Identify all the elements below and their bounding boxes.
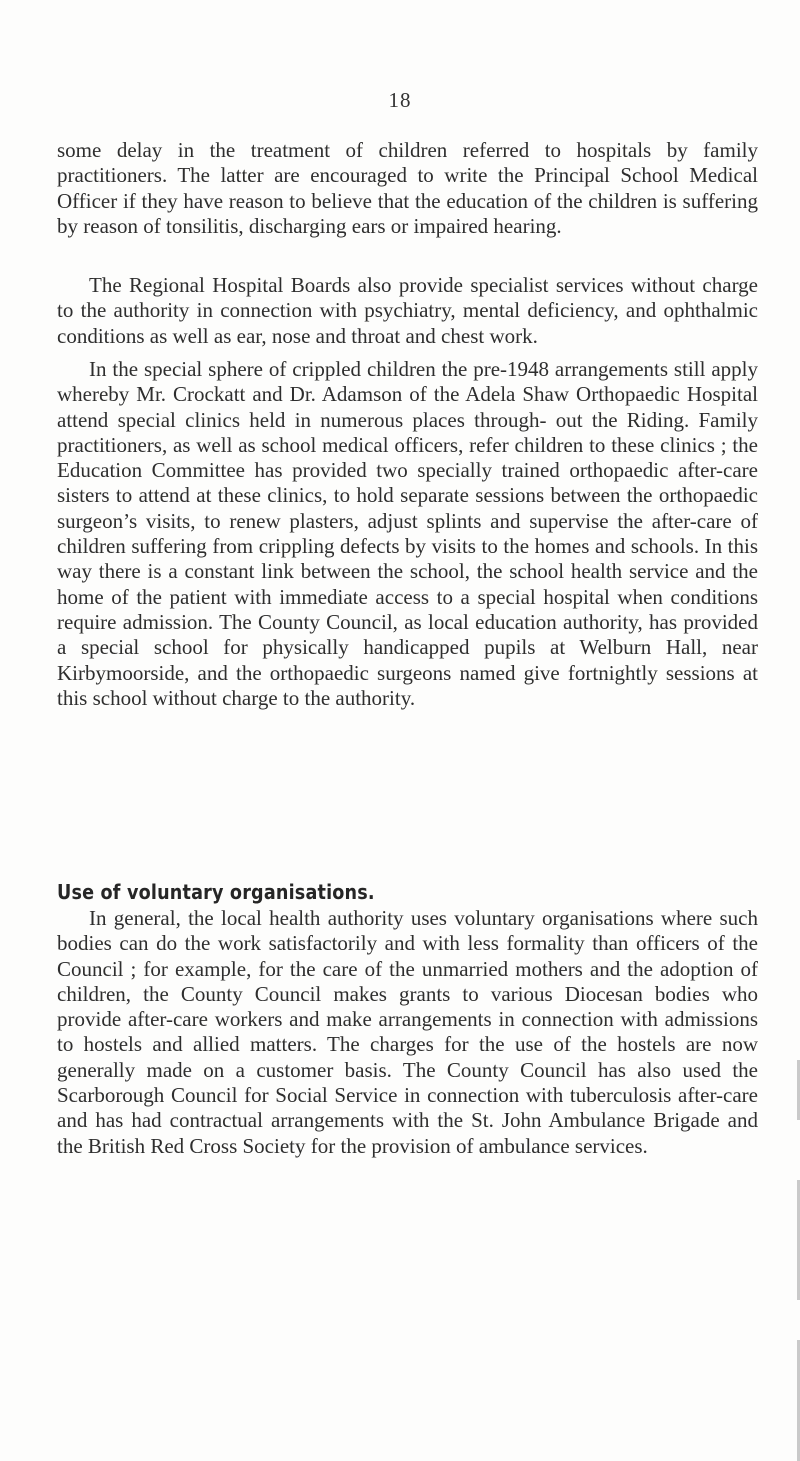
paragraph-voluntary-organisations [57,906,758,1159]
paragraph-hospital-referrals [57,138,758,239]
paragraph-specialist-services [57,273,758,349]
paragraph-text: In the special sphere of crippled children the pre-1948 arrangements still apply whereby Mr. Crockatt and Dr. Adamson of the Adela Shaw Orthopaedic Hospital attend special clinics held in numerous places through- out the Riding. Family practitioners, as well as school medical officers, refer children to these clinics ; the Education Committee has provided two specially trained orthopaedic after-care sisters to attend at these clinics, to hold separate sessions between the orthopaedic surgeon’s visits, to renew plasters, adjust splints and supervise the after-care of children suffering from crippling defects by visits to the homes and schools. In this way there is a constant link between the school, the school health service and the home of the patient with immediate access to a special hospital when conditions require admission. The County Council, as local education authority, has provided a special school for physically handicapped pupils at Welburn Hall, near Kirbymoorside, and the orthopaedic surgeons named give fortnightly sessions at this school without charge to the authority. [57,357,758,710]
paragraph-text: some delay in the treatment of children referred to hospitals by family practitioners. The latter are encouraged to write the Principal School Medical Officer if they have reason to believe that the education of the children is suffering by reason of tonsilitis, discharging ears or impaired hearing. [57,138,758,238]
section-heading: Use of voluntary organisations. [57,880,375,904]
paragraph-text: In general, the local health authority uses voluntary organisations where such bodies can do the work satisfactorily and with less formality than officers of the Council ; for example, for the care of the unmarried mothers and the adoption of children, the County Council makes grants to various Diocesan bodies who provide after-care workers and make arrangements in connection with admissions to hostels and allied matters. The charges for the use of the hostels are now generally made on a customer basis. The County Council has also used the Scarborough Council for Social Service in connection with tuberculosis after-care and has had contractual arrangements with the St. John Ambulance Brigade and the British Red Cross Society for the provision of ambulance services. [57,906,758,1158]
paragraph-crippled-children [57,357,758,711]
page-number: 18 [388,88,412,112]
paragraph-text: The Regional Hospital Boards also provide specialist services without charge to the authority in connection with psychiatry, mental deficiency, and ophthalmic conditions as well as ear, nose and throat and chest work. [57,273,758,348]
